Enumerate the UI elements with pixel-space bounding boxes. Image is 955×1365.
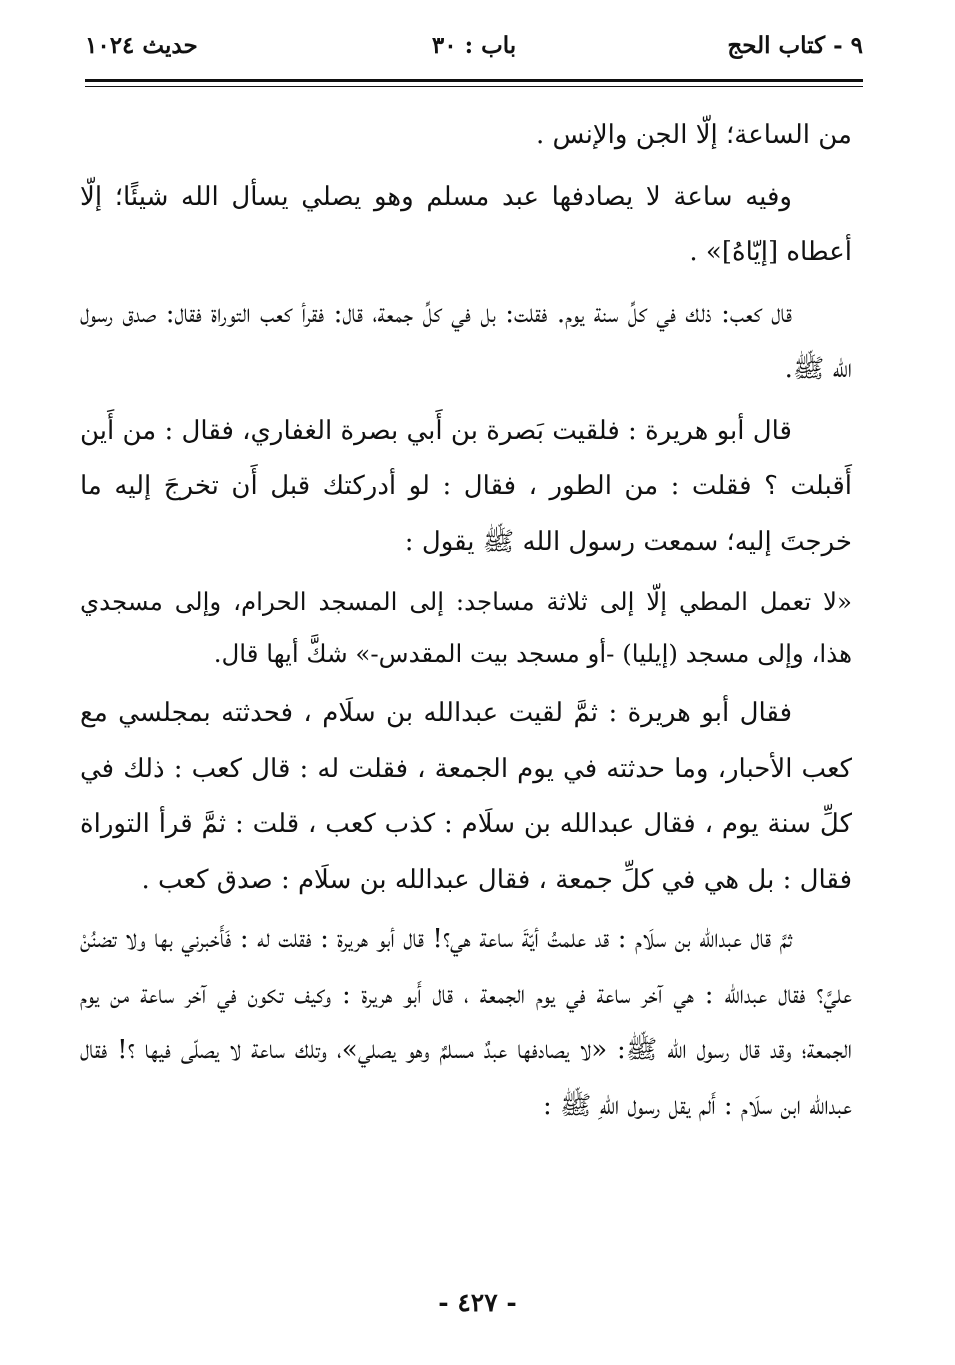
hadith-quote: «لا تعمل المطي إلّا إلى ثلاثة مساجد: إلى المسجد الحرام، وإلى مسجدي هذا، وإلى مسجد (إيليا) -أو مسجد بيت المقدس-» شكَّ أيها قال. [80, 587, 852, 668]
header-rule-thin [85, 86, 863, 87]
paragraph: وفيه ساعة لا يصادفها عبد مسلم وهو يصلي يسأل الله شيئًا؛ إلّا أعطاه [إيّاهُ]» . [80, 181, 852, 267]
paragraph: قال كعب: ذلك في كلِّ سنة يوم. فقلت: بل في كلِّ جمعة، قال: فقرأ كعب التوراة فقال: صدق رسول الله ﷺ. [80, 298, 852, 384]
book-title: ٩ - كتاب الحج [727, 32, 863, 59]
chapter-number: باب : ٣٠ [431, 32, 517, 59]
page-number: - ٤٢٧ - [438, 1288, 517, 1317]
paragraph: فقال أبو هريرة : ثمَّ لقيت عبدالله بن سلَام ، فحدثته بمجلسي مع كعب الأحبار، وما حدثته في يوم الجمعة ، فقلت له : قال كعب : ذلك في كلِّ سنة يوم ، فقال عبدالله بن سلَام : كذب كعب ، قلت : ثمَّ قرأ التوراة فقال : بل هي في كلِّ جمعة ، فقال عبدالله بن سلَام : صدق كعب . [80, 698, 852, 895]
header-rule-thick [85, 79, 863, 82]
paragraph: قال أبو هريرة : فلقيت بَصرة بن أَبي بصرة الغفاري، فقال : من أَين أَقبلت ؟ فقلت : من الطور ، فقال : لو أدركتك قبل أَن تخرجَ إليه ما خرجتَ إليه؛ سمعت رسول الله ﷺ يقول : [79, 415, 852, 557]
hadith-number: حديث ١٠٢٤ [85, 32, 198, 59]
paragraph: من الساعة؛ إلّا الجن والإنس . [535, 120, 852, 150]
paragraph: ثمَّ قال عبدالله بن سلَام : قد علمتُ أيّةَ ساعة هي؟! قال أبو هريرة : فقلت له : فَأَخبرني بها ولا تضنُنْ عليَّ؟ فقال عبدالله : هي آخر ساعة في يوم الجمعة ، قال أَبو هريرة : وكيف تكون في آخر ساعة من يوم الجمعة؛ وقد قال رسول الله ﷺ: «لا يصادفها عبدٌ مسلمٌ وهو يصلي»، وتلك ساعة لا يصلّى فيها ؟! فقال عبدالله ابن سلَام : أَلم يقل رسول اللهِ ﷺ : [80, 924, 852, 1121]
body-text [80, 108, 852, 1138]
running-header [85, 28, 863, 68]
